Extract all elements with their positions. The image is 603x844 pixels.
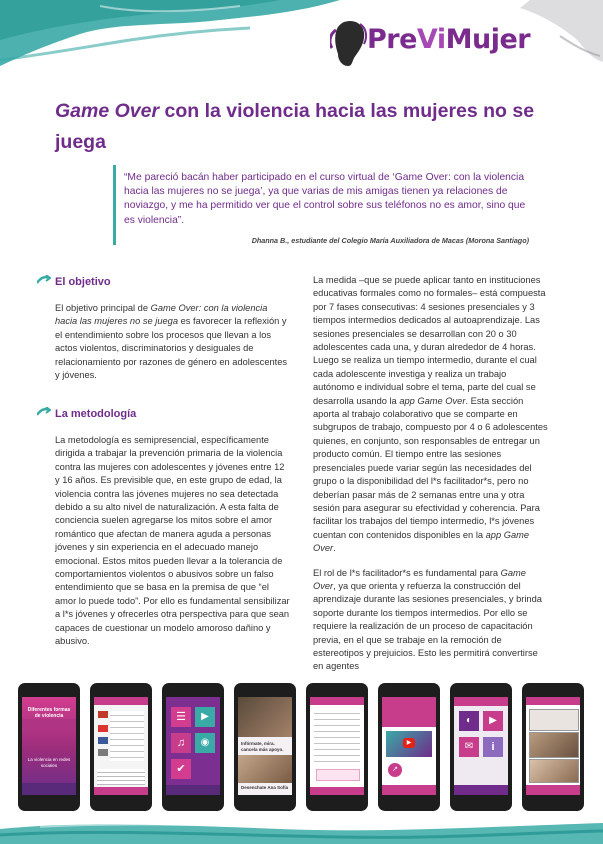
text-run: es favorecer la reflexión y el entendimiento sobre los procesos que llevan a los actos violentos, discriminatorios y desiguales de relacionamiento por razones de género en adolescentes y jóvenes. <box>55 316 288 381</box>
screen-top-bar <box>310 697 364 705</box>
highlight-box <box>316 769 360 781</box>
phone-mockup <box>522 683 584 811</box>
phone-screen <box>310 697 364 795</box>
phone-screen <box>526 697 580 795</box>
text-run: La metodología es semipresencial, específicamente dirigida a trabajar la prevención primaria de la violencia contra las mujeres con adolescentes y jóvenes entre 12 y 16 años. Es previsible que, en este grupo de edad, la violencia contra las jóvenes mujeres no sea detectada debido a su alto nivel de naturalización. A esta falta de conciencia suelen agregarse los mitos sobre el amor romántico que afectan de manera aguda a personas jóvenes y sin experiencia en el adecuado manejo emocional. Estos mitos pueden llevar a la tolerancia de comportamientos violentos o abusivos sobre un falso entendimiento que se basa en la premisa de que “el amor lo puede todo”. Por ello es fundamental sensibilizar a l*s jóvenes y ofrecerles otra perspectiva para que sean capaces de cuestionar un modelo amoroso dañino y abusivo. <box>55 435 290 647</box>
video-camera-icon: ▶ <box>195 707 215 727</box>
section-heading-objetivo: El objetivo <box>55 276 111 288</box>
phone-mockup <box>90 683 152 811</box>
phone-screen <box>382 697 436 795</box>
phone-screen <box>166 697 220 795</box>
metodologia-body <box>55 434 291 649</box>
text-run: El rol de l*s facilitador*s es fundamental para <box>313 567 501 578</box>
text-run: . <box>333 543 336 554</box>
phone-mockup <box>306 683 368 811</box>
facebook-icon <box>98 737 108 744</box>
brand-post: Mujer <box>445 24 531 55</box>
right-column <box>313 274 549 674</box>
phone-screen <box>238 697 292 795</box>
video-camera-icon: ▶ <box>483 711 503 731</box>
phone-screen <box>94 697 148 795</box>
phone-screen <box>454 697 508 795</box>
text-run: . Esta sección aporta al trabajo colaborativo que se comparte en subgrupos de trabajo, compuesto por 4 o 6 adolescentes quienes, en conjunto, son responsables de entregar un producto común. El tiempo entre las sesiones presenciales puede variar según las necesidades del grupo o la disponibilidad del l*s facilitador*s, pero no deberían pasar más de 2 semanas entre una y otra sesión para asegurar su efectividad y coherencia. Para facilitar los trabajos del tiempo intermedio, l*s jóvenes cuentan con contenidos disponibles en la <box>313 395 548 540</box>
text-italic: app Game Over <box>399 395 466 406</box>
phone-mockup <box>18 683 80 811</box>
photo-image <box>238 697 292 737</box>
quote-citation: Dhanna B., estudiante del Colegio María Auxiliadora de Macas (Morona Santiago) <box>251 235 529 245</box>
comic-panel-image <box>529 759 579 783</box>
checkmark-icon: ✔ <box>171 759 191 779</box>
text-italic: app Game Over <box>313 529 530 554</box>
screen-header <box>382 697 436 727</box>
text-run: El objetivo principal de <box>55 303 151 313</box>
brand-logo <box>367 24 530 55</box>
screen-nav-bar <box>454 785 508 795</box>
text-lines <box>110 711 144 761</box>
phone-screen-label-2: La violencia en redes sociales <box>27 757 71 768</box>
brand-pre: Pre <box>367 24 417 55</box>
footer-brushstroke <box>0 815 603 844</box>
phone-mockup <box>450 683 512 811</box>
web-icon <box>98 749 108 756</box>
section-heading-metodologia: La metodología <box>55 408 137 420</box>
screen-top-bar <box>454 697 508 706</box>
screen-nav-bar <box>166 785 220 795</box>
phone-screen-label: Desenchate Ana Sofía <box>241 785 289 790</box>
text-italic: Game Over <box>313 567 526 591</box>
app-screenshots-strip <box>18 683 584 813</box>
logo-block-icon <box>98 711 108 718</box>
chat-icon: ✉ <box>459 737 479 757</box>
page-title <box>55 96 535 158</box>
objetivo-body <box>55 302 291 382</box>
screen-nav-bar <box>94 787 148 795</box>
share-icon: ↗ <box>388 763 402 777</box>
screen-nav-bar <box>382 785 436 795</box>
comic-panel-image <box>529 732 579 758</box>
screen-top-bar <box>526 697 580 705</box>
phone-screen-label: Diferentes formas de violencia <box>27 707 71 719</box>
phone-screen-label-2: Infórmate, mira. cancela más apoyo. <box>241 741 284 752</box>
photo-image <box>238 755 292 783</box>
text-run: , ya que orienta y refuerza la construcción del aprendizaje durante las sesiones presenciales, y brinda soporte durante los tiempos intermedios. Por ello se requiere la realización de un proceso de capacitación previa, en el que se trabaje en la remoción de estereotipos y prejuicios. Esto les permitirá convertirse en agentes <box>313 580 542 672</box>
quote-text: “Me pareció bacán haber participado en el curso virtual de ‘Game Over: con la violencia hacia las mujeres no se juega’, ya que varias de mis amigas tienen ya relaciones de noviazgo, y me ha permitido ver que el control sobre sus teléfonos no es amor, sino que es violencia”. <box>124 172 526 226</box>
phone-mockup <box>234 683 296 811</box>
headphones-icon: ◐ <box>459 711 479 731</box>
arrow-icon <box>37 407 51 417</box>
title-rest: con la violencia hacia las mujeres no se juega <box>55 100 535 153</box>
arrow-icon <box>37 275 51 285</box>
music-icon: ♫ <box>171 733 191 753</box>
text-run: La medida –que se puede aplicar tanto en instituciones educativas formales como no formales– está compuesta por 7 fases consecutivas: 4 sesiones presenciales y 3 tiempos intermedios dedicados al autoaprendizaje. Las sesiones presenciales se desarrollan con 20 o 30 adolescentes cada una, y duran alrededor de 4 horas. Luego se realiza un tiempo intermedio, durante el cual cada adolescente investiga y realiza un trabajo autónomo e individual sobre el tema, parte del cual se desarrolla usando la <box>313 275 546 406</box>
screen-band <box>22 719 76 731</box>
play-icon: ▶ <box>403 738 415 748</box>
youtube-icon <box>98 725 108 732</box>
catalog-text <box>97 769 145 785</box>
comic-panel-image <box>529 709 579 731</box>
text-italic: Game Over: con la violencia hacia las mujeres no se juega <box>55 303 268 327</box>
text-lines <box>314 709 360 763</box>
camera-icon: ◉ <box>195 733 215 753</box>
title-italic: Game Over <box>55 100 160 122</box>
screen-nav-bar <box>526 785 580 795</box>
phone-mockup <box>162 683 224 811</box>
screen-top-bar <box>94 697 148 705</box>
list-icon: ☰ <box>171 707 191 727</box>
phone-mockup <box>378 683 440 811</box>
brand-vi: Vi <box>416 24 446 55</box>
phone-screen <box>22 697 76 795</box>
screen-nav-bar <box>22 783 76 795</box>
screen-nav-bar <box>310 787 364 795</box>
header-banner <box>0 0 603 85</box>
info-icon: i <box>483 737 503 757</box>
testimonial-quote <box>113 165 529 245</box>
